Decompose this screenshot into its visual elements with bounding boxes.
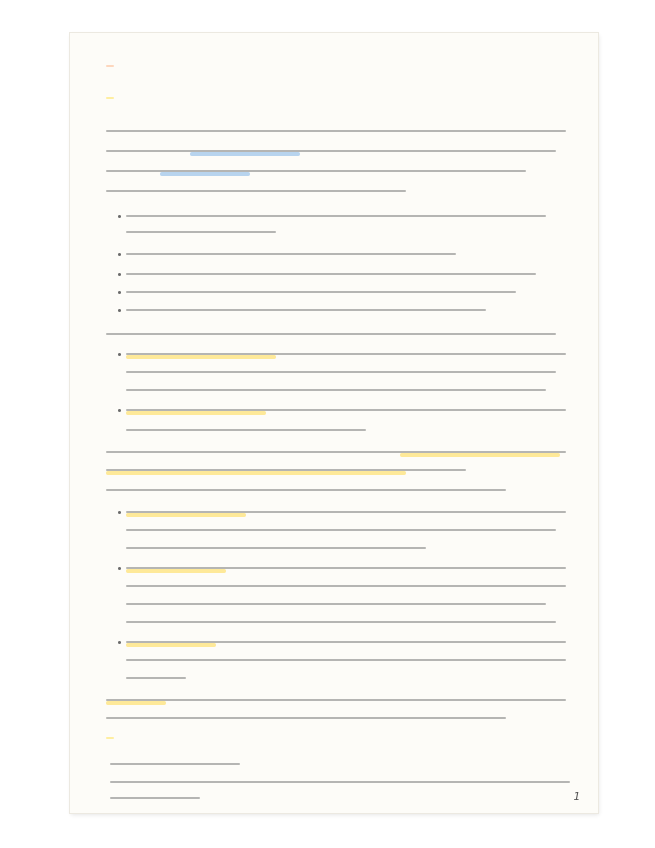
page-header [106,65,114,67]
text-line [126,547,426,549]
highlight-mark [106,701,166,705]
highlight-mark [126,513,246,517]
page-number: 1 [573,790,580,803]
text-line [126,273,536,275]
text-line [126,585,566,587]
bullet [118,253,121,256]
text-line [126,291,516,293]
text-line [126,309,486,311]
text-line [126,253,456,255]
text-line [106,130,566,132]
bullet [118,567,121,570]
notes-page [70,33,598,813]
bullet [118,215,121,218]
text-line [106,699,566,701]
highlight-mark [126,569,226,573]
highlight-mark [106,471,406,475]
text-line [106,717,506,719]
underline-mark [160,172,250,176]
text-line [110,763,240,765]
highlight-mark [126,411,266,415]
text-line [110,797,200,799]
highlight-mark [126,643,216,647]
text-line [126,659,566,661]
underline-mark [190,152,300,156]
bullet [118,353,121,356]
bullet [118,641,121,644]
text-line [106,190,406,192]
text-line [106,150,556,152]
section-heading [106,737,114,739]
text-line [106,333,556,335]
text-line [106,489,506,491]
bullet [118,309,121,312]
text-line [126,603,546,605]
text-line [126,371,556,373]
text-line [126,429,366,431]
bullet [118,291,121,294]
text-line [126,529,556,531]
text-line [126,621,556,623]
text-line [126,389,546,391]
bullet [118,511,121,514]
text-line [126,677,186,679]
text-line [126,215,546,217]
text-line [126,231,276,233]
text-line [110,781,570,783]
highlight-mark [400,453,560,457]
bullet [118,273,121,276]
bullet [118,409,121,412]
highlight-mark [126,355,276,359]
section-heading [106,97,114,99]
